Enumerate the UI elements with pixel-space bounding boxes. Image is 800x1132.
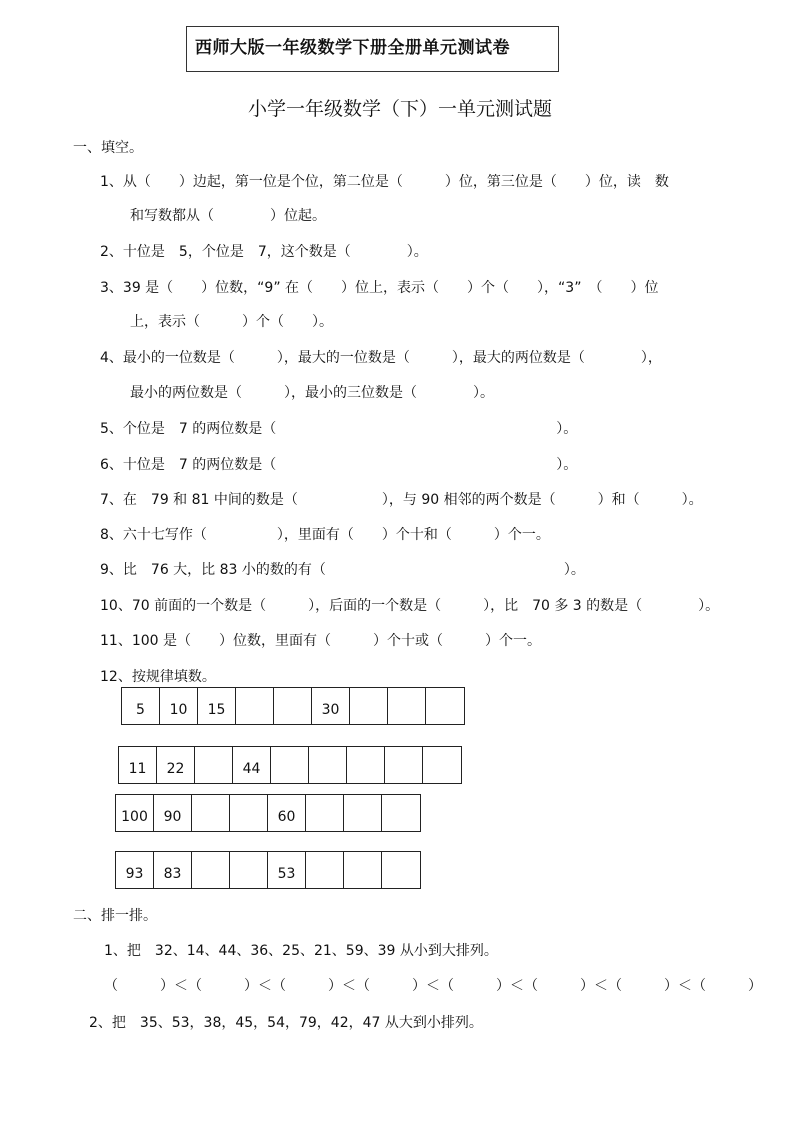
grid-cell: 100 (116, 795, 154, 831)
grid-cell-blank[interactable] (271, 747, 309, 783)
question-6: 6、十位是 7 的两位数是（ ）。 (100, 457, 578, 473)
question-4-line-2: 最小的两位数是（ ），最小的三位数是（ ）。 (130, 385, 494, 401)
question-10: 10、70 前面的一个数是（ ），后面的一个数是（ ），比 70 多 3 的数是（ ）。 (100, 598, 720, 614)
question-9: 9、比 76 大，比 83 小的数的有（ ）。 (100, 562, 585, 578)
grid-cell: 44 (233, 747, 271, 783)
grid-cell: 93 (116, 852, 154, 888)
grid-cell-blank[interactable] (388, 688, 426, 724)
header-title: 西师大版一年级数学下册全册单元测试卷 (195, 38, 510, 58)
grid-cell: 83 (154, 852, 192, 888)
question-1-line-2: 和写数都从（ ）位起。 (130, 208, 326, 224)
comparison-blanks[interactable]: （ ）＜（ ）＜（ ）＜（ ）＜（ ）＜（ ）＜（ ）＜（ ） (104, 978, 762, 994)
grid-cell-blank[interactable] (350, 688, 388, 724)
question-11: 11、100 是（ ）位数，里面有（ ）个十或（ ）个一。 (100, 633, 541, 649)
grid-cell: 60 (268, 795, 306, 831)
grid-cell: 11 (119, 747, 157, 783)
grid-cell: 15 (198, 688, 236, 724)
section-2-question-1: 1、把 32、14、44、36、25、21、59、39 从小到大排列。 (104, 943, 498, 959)
grid-cell-blank[interactable] (385, 747, 423, 783)
grid-cell-blank[interactable] (274, 688, 312, 724)
grid-cell-blank[interactable] (306, 852, 344, 888)
grid-cell: 30 (312, 688, 350, 724)
grid-cell-blank[interactable] (344, 852, 382, 888)
grid-cell: 90 (154, 795, 192, 831)
grid-cell: 10 (160, 688, 198, 724)
document-title: 小学一年级数学（下）一单元测试题 (247, 98, 552, 120)
question-1-line-1: 1、从（ ）边起，第一位是个位，第二位是（ ）位，第三位是（ ）位，读 数 (100, 174, 669, 190)
question-12: 12、按规律填数。 (100, 669, 216, 685)
grid-cell-blank[interactable] (344, 795, 382, 831)
section-2-question-2: 2、把 35、53，38，45，54，79，42，47 从大到小排列。 (89, 1015, 483, 1031)
grid-cell-blank[interactable] (230, 852, 268, 888)
sequence-grid-2 (118, 746, 462, 784)
question-3-line-1: 3、39 是（ ）位数，“9” 在（ ）位上，表示（ ）个（ ），“3” （ ）位 (100, 280, 659, 296)
grid-cell: 53 (268, 852, 306, 888)
question-2: 2、十位是 5，个位是 7，这个数是（ ）。 (100, 244, 428, 260)
sequence-grid-4 (115, 851, 421, 889)
grid-cell-blank[interactable] (236, 688, 274, 724)
question-3-line-2: 上，表示（ ）个（ ）。 (130, 314, 333, 330)
grid-cell-blank[interactable] (309, 747, 347, 783)
section-2-heading: 二、排一排。 (73, 908, 157, 924)
grid-cell-blank[interactable] (382, 852, 420, 888)
grid-cell-blank[interactable] (423, 747, 461, 783)
sequence-grid-3 (115, 794, 421, 832)
section-1-heading: 一、填空。 (73, 140, 143, 156)
grid-cell-blank[interactable] (347, 747, 385, 783)
grid-cell-blank[interactable] (382, 795, 420, 831)
grid-cell-blank[interactable] (192, 795, 230, 831)
sequence-grid-1 (121, 687, 465, 725)
grid-cell-blank[interactable] (426, 688, 464, 724)
question-8: 8、六十七写作（ ），里面有（ ）个十和（ ）个一。 (100, 527, 550, 543)
grid-cell: 22 (157, 747, 195, 783)
question-7: 7、在 79 和 81 中间的数是（ ），与 90 相邻的两个数是（ ）和（ ）。 (100, 492, 703, 508)
question-4-line-1: 4、最小的一位数是（ ），最大的一位数是（ ），最大的两位数是（ ）， (100, 350, 662, 366)
grid-cell-blank[interactable] (306, 795, 344, 831)
grid-cell-blank[interactable] (230, 795, 268, 831)
question-5: 5、个位是 7 的两位数是（ ）。 (100, 421, 578, 437)
grid-cell: 5 (122, 688, 160, 724)
grid-cell-blank[interactable] (192, 852, 230, 888)
grid-cell-blank[interactable] (195, 747, 233, 783)
header-box (186, 26, 559, 72)
